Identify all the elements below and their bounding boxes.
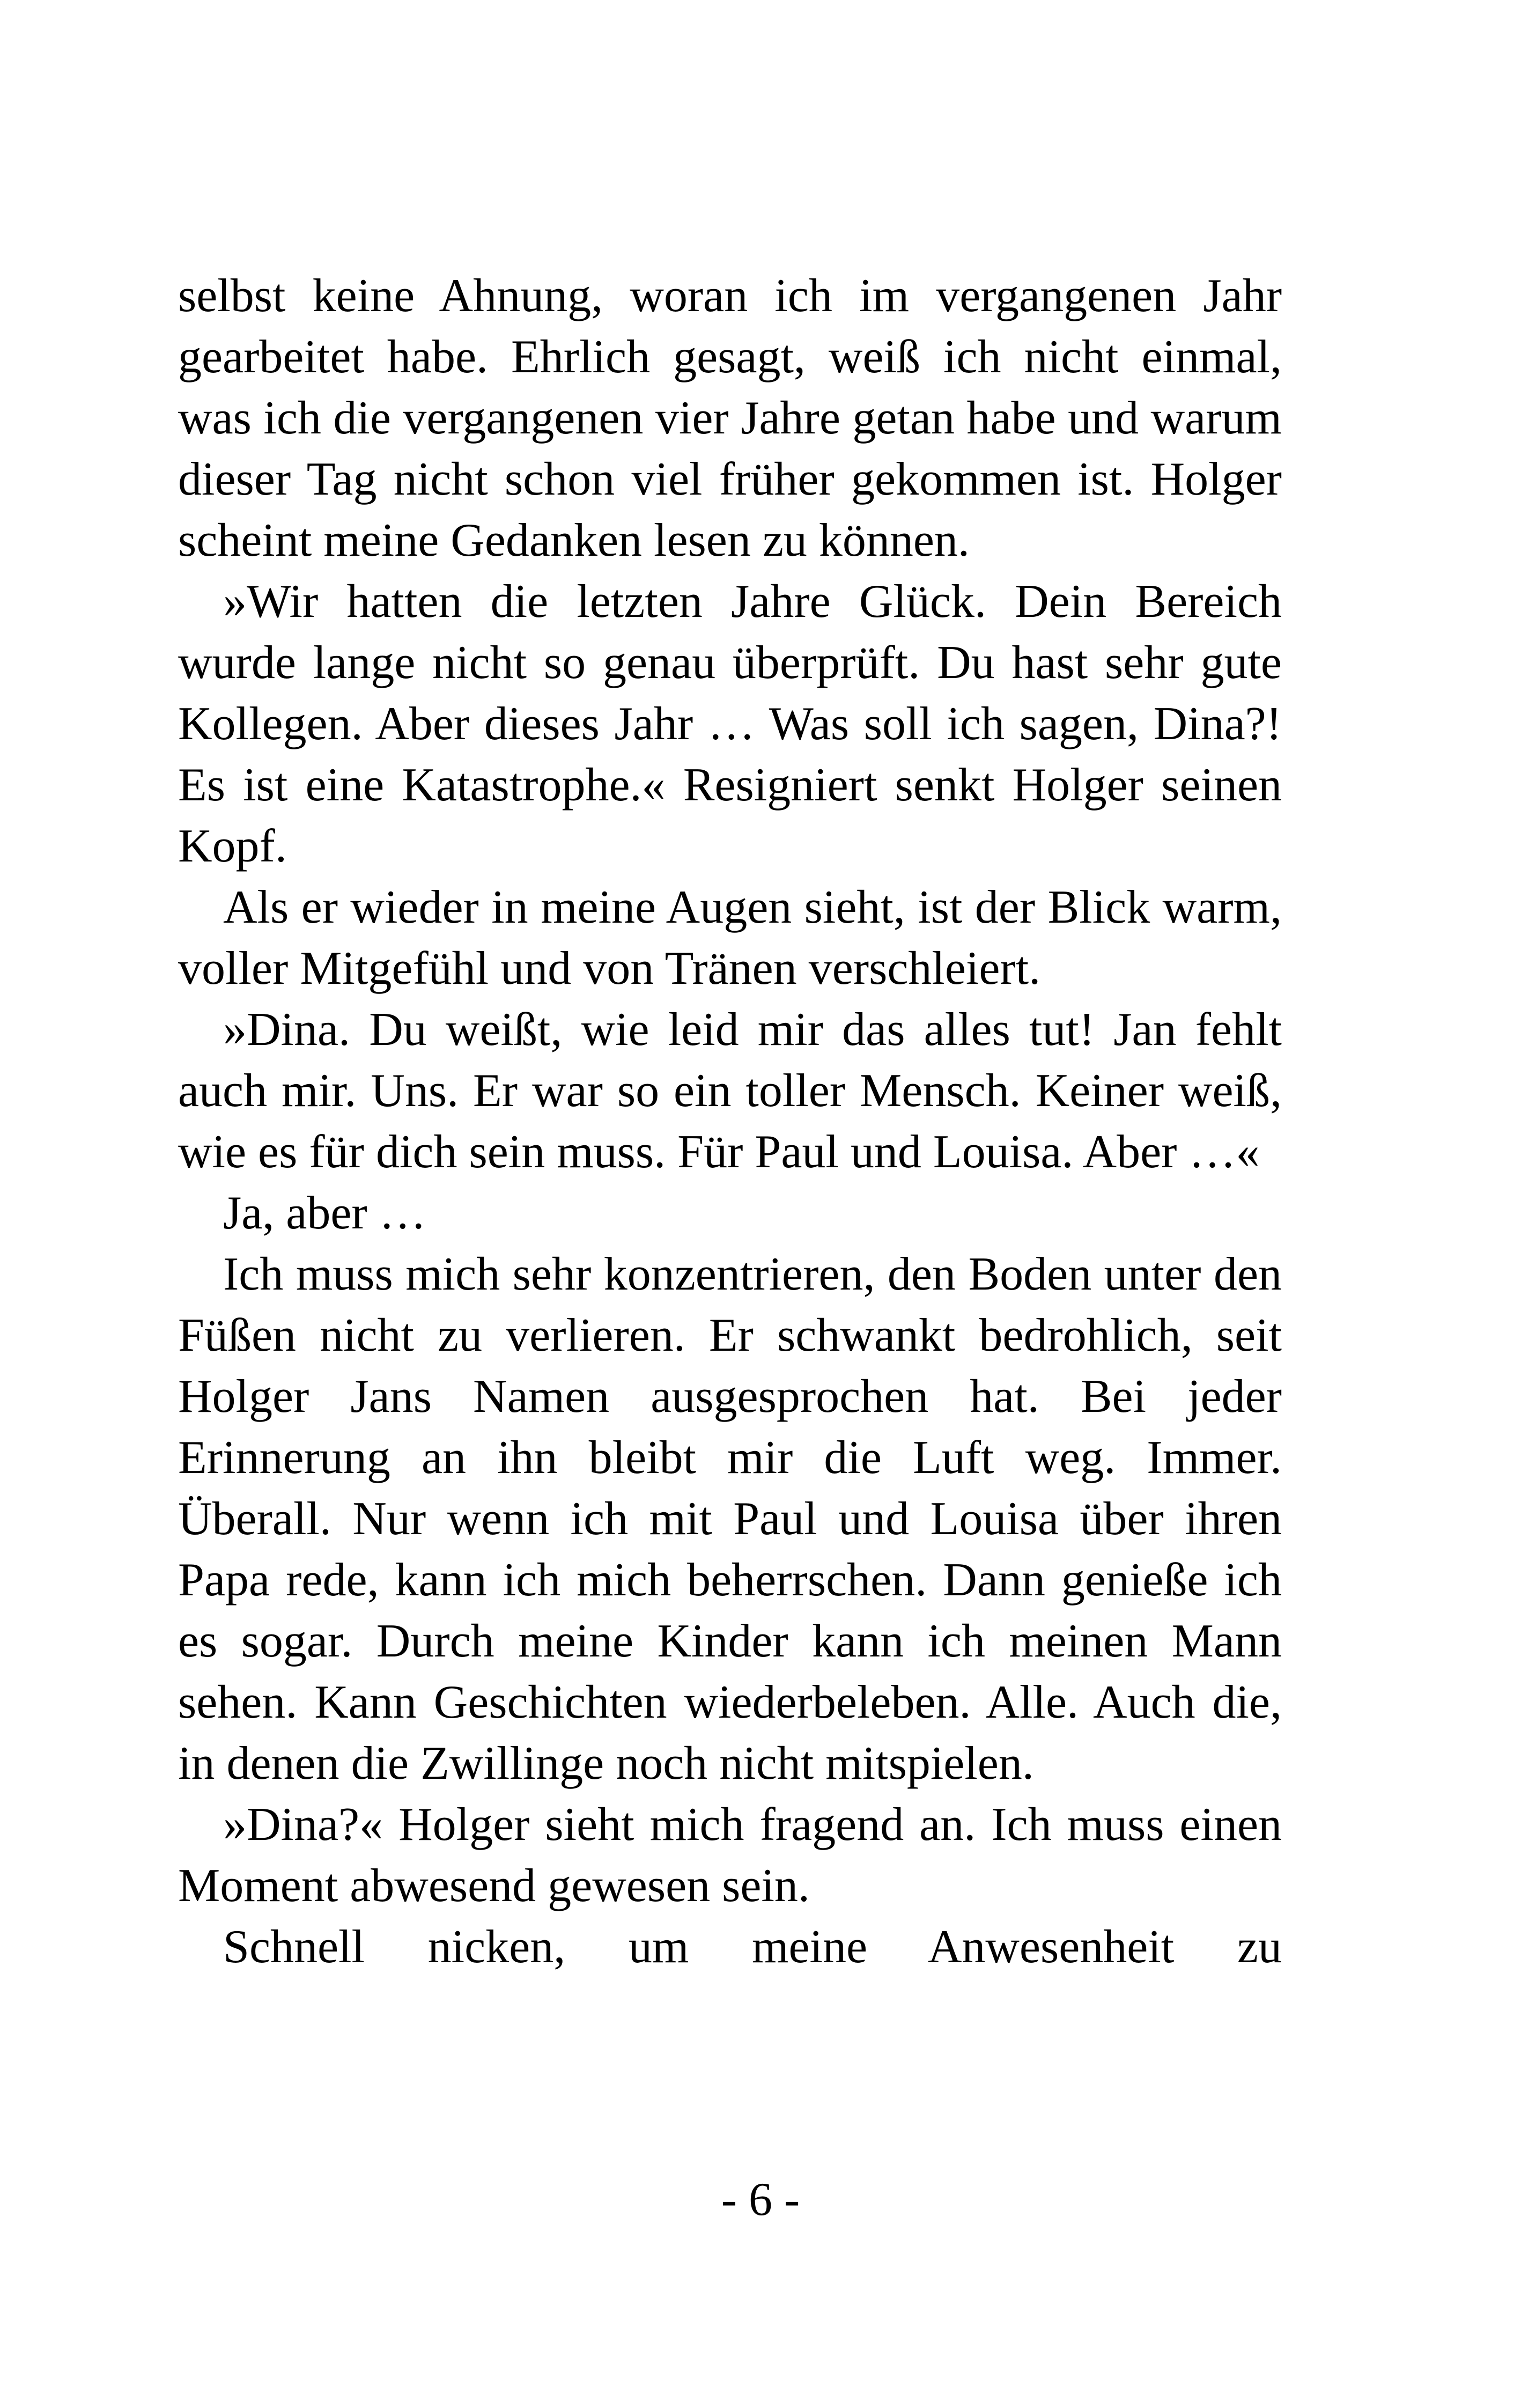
paragraph-2: »Wir hatten die letzten Jahre Glück. Dein Bereich wurde lange nicht so genau überprüft. Du hast sehr gute Kollegen. Aber dieses Jahr … Was soll ich sagen, Dina?! Es ist eine Katastrophe.« Resigniert senkt Holger seinen Kopf. bbox=[178, 576, 1282, 872]
body-text bbox=[178, 266, 1282, 1978]
paragraph-7: »Dina?« Holger sieht mich fragend an. Ich muss einen Moment abwesend gewesen sein. bbox=[178, 1799, 1282, 1912]
paragraph-5: Ja, aber … bbox=[223, 1187, 426, 1239]
page-number: - 6 - bbox=[721, 2174, 800, 2226]
paragraph-3: Als er wieder in meine Augen sieht, ist der Blick warm, voller Mitgefühl und von Tränen verschleiert. bbox=[178, 881, 1282, 995]
paragraph-8: Schnell nicken, um meine Anwesenheit zu bbox=[223, 1921, 1282, 1973]
paragraph-1: selbst keine Ahnung, woran ich im vergangenen Jahr gearbeitet habe. Ehrlich gesagt, weiß ich nicht einmal, was ich die vergangenen vier Jahre getan habe und warum dieser Tag nicht schon viel früher gekommen ist. Holger scheint meine Gedanken lesen zu können. bbox=[178, 270, 1282, 566]
paragraph-6: Ich muss mich sehr konzentrieren, den Boden unter den Füßen nicht zu verlieren. Er schwankt bedrohlich, seit Holger Jans Namen ausgesprochen hat. Bei jeder Erinnerung an ihn bleibt mir die Luft weg. Immer. Überall. Nur wenn ich mit Paul und Louisa über ihren Papa rede, kann ich mich beherrschen. Dann genieße ich es sogar. Durch meine Kinder kann ich meinen Mann sehen. Kann Geschichten wiederbeleben. Alle. Auch die, in denen die Zwillinge noch nicht mitspielen. bbox=[178, 1248, 1282, 1790]
paragraph-4: »Dina. Du weißt, wie leid mir das alles tut! Jan fehlt auch mir. Uns. Er war so ein toller Mensch. Keiner weiß, wie es für dich sein muss. Für Paul und Louisa. Aber …« bbox=[178, 1004, 1282, 1178]
